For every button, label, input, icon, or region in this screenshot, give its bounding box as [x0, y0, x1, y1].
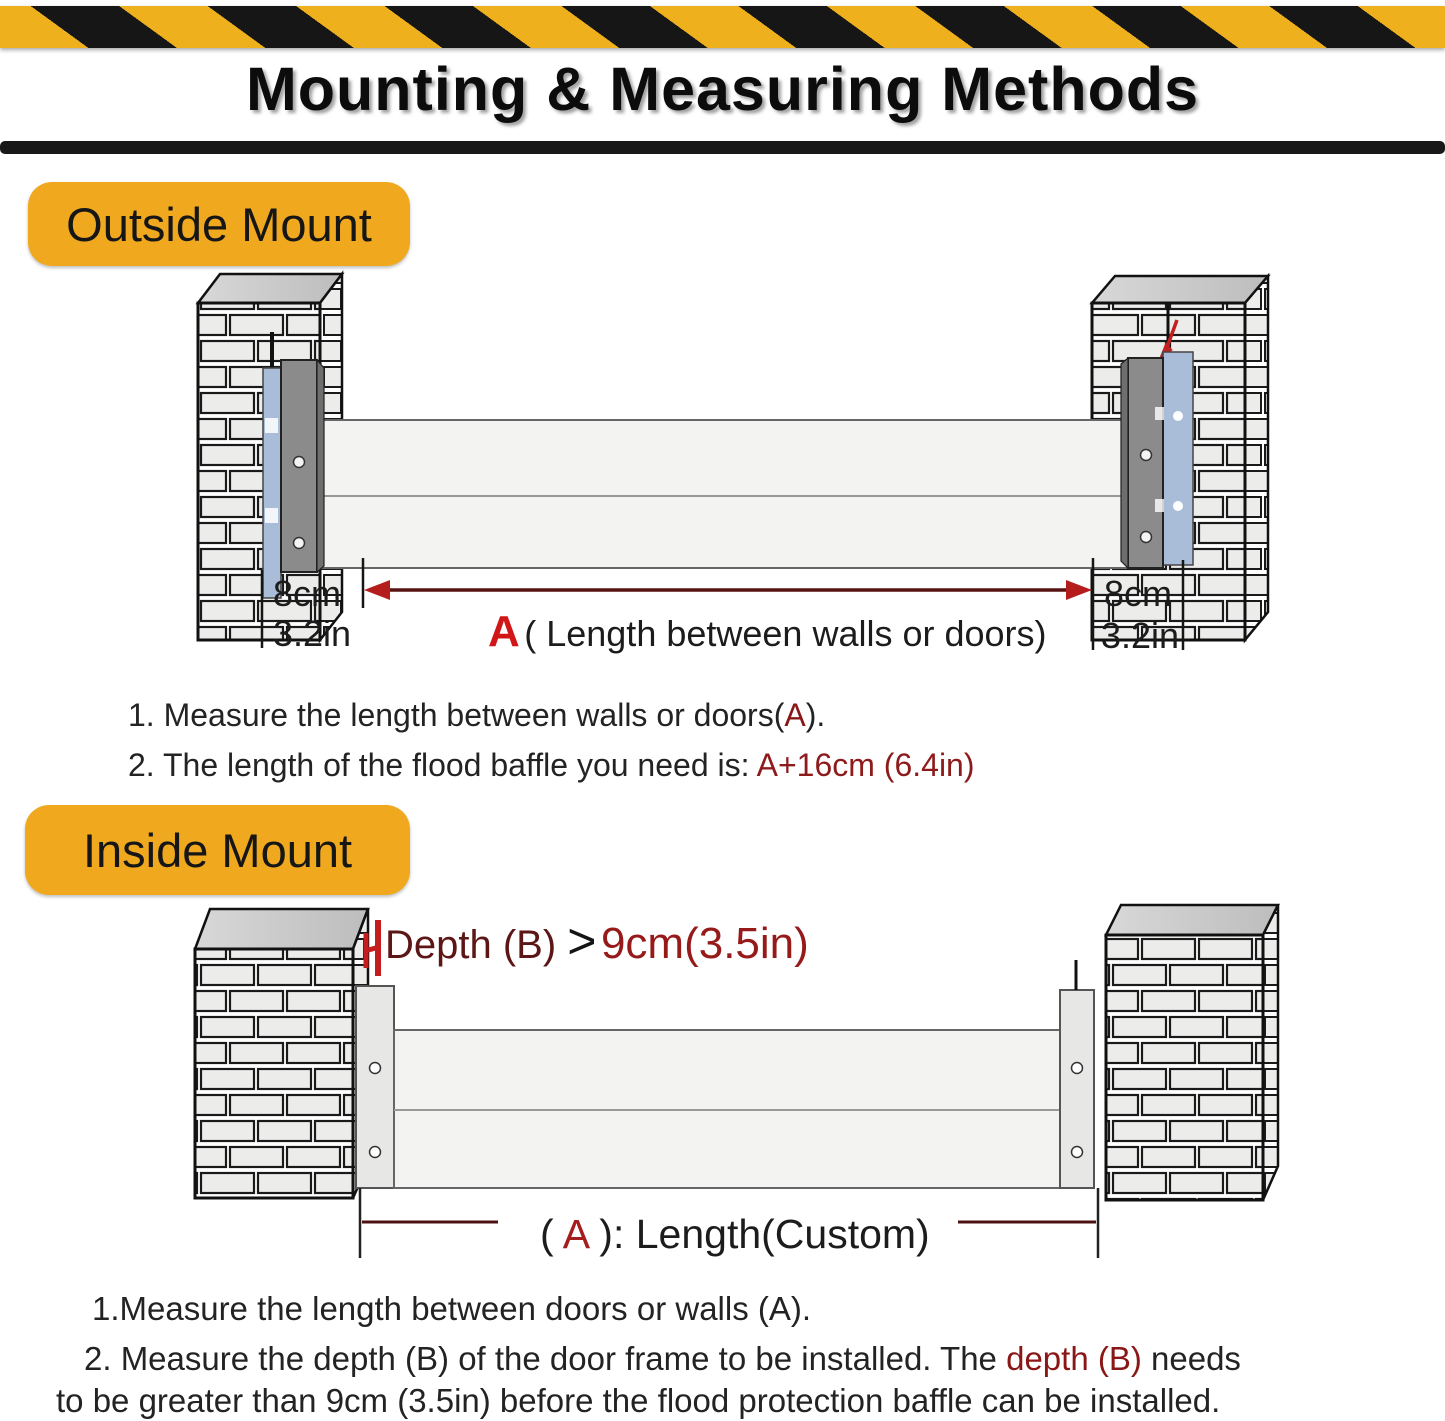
outside-step-2: 2. The length of the flood baffle you need is: A+16cm (6.4in) — [128, 747, 975, 783]
depth-label: Depth (B) > 9cm(3.5in) — [385, 913, 809, 969]
dim-right-cm: 8cm — [1103, 573, 1173, 614]
outside-mount-diagram — [150, 268, 1310, 670]
screw-hole — [1141, 532, 1152, 543]
arrowhead-left — [364, 580, 390, 600]
inside-dimension-annotation — [360, 1188, 1098, 1258]
screw-hole — [1072, 1063, 1083, 1074]
screw-hole — [1141, 450, 1152, 461]
inside-step-2-line2: to be greater than 9cm (3.5in) before the flood protection baffle can be installed. — [56, 1382, 1221, 1419]
arrowhead-right — [1066, 580, 1092, 600]
inside-step-1: 1.Measure the length between doors or walls (A). — [92, 1290, 812, 1327]
seal-mark — [1155, 407, 1164, 420]
outside-mount-label: Outside Mount — [28, 182, 410, 266]
dim-left-in: 3.2in — [272, 613, 352, 654]
right-seal-strip — [1163, 352, 1193, 565]
hazard-tape-stripe — [0, 6, 1445, 48]
seal-mark — [1155, 499, 1164, 512]
dim-length-label: A ( Length between walls or doors) — [488, 607, 1047, 656]
dim-right-in: 3.2in — [1100, 615, 1180, 656]
screw-hole — [294, 457, 305, 468]
length-custom-label: ( A ): Length(Custom) — [540, 1211, 930, 1257]
page-title: Mounting & Measuring Methods — [245, 55, 1200, 123]
left-brick-pillar — [195, 909, 368, 1198]
right-brick-pillar — [1106, 905, 1278, 1200]
right-mounting-channel — [1060, 960, 1094, 1188]
flood-barrier-panel — [317, 420, 1132, 568]
left-mounting-channel — [356, 986, 394, 1188]
dim-left-cm: 8cm — [272, 573, 342, 614]
screw-hole — [1072, 1147, 1083, 1158]
screw-hole — [294, 538, 305, 549]
seal-mark — [1173, 411, 1183, 421]
outside-dimension-annotation — [262, 558, 1183, 656]
screw-hole — [370, 1063, 381, 1074]
title-underline-bar — [0, 141, 1445, 154]
flood-barrier-panel — [394, 1030, 1062, 1188]
inside-mount-label: Inside Mount — [25, 805, 410, 895]
left-seal-strip — [263, 368, 281, 598]
inside-mount-diagram — [150, 898, 1310, 1272]
outside-step-1: 1. Measure the length between walls or doors(A). — [128, 697, 826, 733]
seal-mark — [265, 418, 278, 433]
seal-mark — [1173, 501, 1183, 511]
seal-mark — [265, 508, 278, 523]
inside-step-2-line1: 2. Measure the depth (B) of the door frame to be installed. The depth (B) needs — [84, 1340, 1241, 1377]
screw-hole — [370, 1147, 381, 1158]
